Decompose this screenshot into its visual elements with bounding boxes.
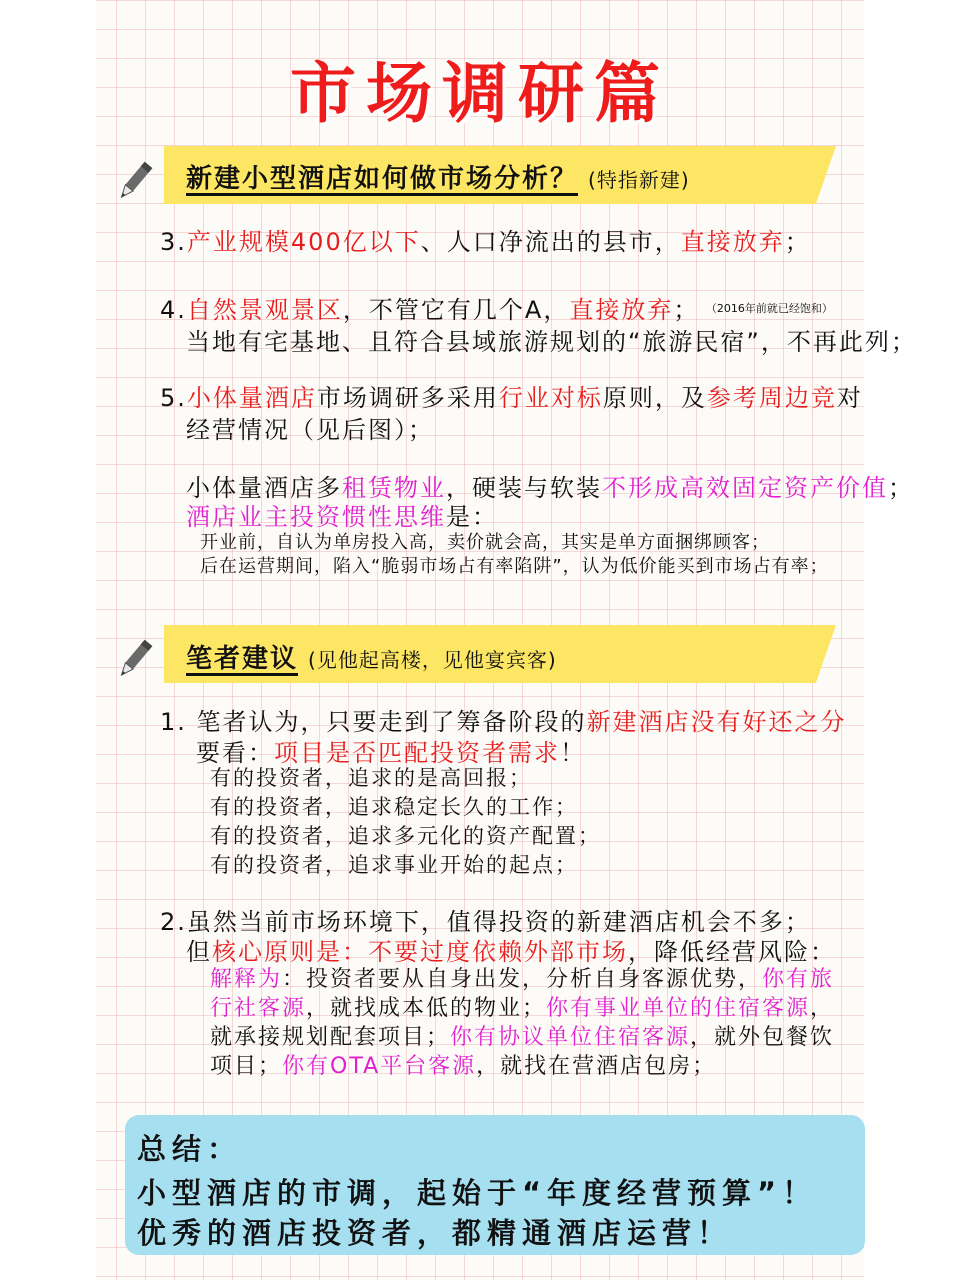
- advice-2-line5: [210, 1020, 834, 1051]
- advice-text: ，降低经营风险：: [628, 938, 836, 966]
- item-text: 对: [836, 384, 863, 412]
- highlight: 直接放弃: [680, 228, 785, 256]
- investor-type-4: 有的投资者，追求事业开始的起点；: [210, 853, 578, 877]
- item-number: 4.: [160, 296, 187, 324]
- advice-2-line4: [210, 991, 834, 1022]
- advice-text: ，就外包餐饮: [690, 1025, 835, 1050]
- highlight: 直接放弃: [569, 296, 674, 324]
- para-text: 小体量酒店多: [186, 474, 342, 502]
- section-heading-note: (特指新建): [588, 168, 690, 192]
- item-number: 3.: [160, 228, 187, 256]
- advice-text: 项目；: [210, 1054, 283, 1079]
- pencil-icon: [112, 636, 158, 682]
- item-text: 市场调研多采用: [316, 384, 499, 412]
- item-text: ，不管它有几个A，: [342, 296, 570, 324]
- highlight: 核心原则是：不要过度依赖外部市场: [212, 938, 628, 966]
- advice-2-line1: 2.虽然当前市场环境下，值得投资的新建酒店机会不多；: [160, 908, 811, 936]
- highlight: 行业对标: [498, 384, 603, 412]
- highlight: 酒店业主投资惯性思维: [186, 503, 446, 531]
- investor-type-3: 有的投资者，追求多元化的资产配置；: [210, 824, 601, 848]
- section-heading-note: (见他起高楼，见他宴宾客): [308, 648, 557, 672]
- highlight: 行社客源: [210, 996, 307, 1021]
- page-margin-right: [864, 0, 960, 1280]
- highlight: 项目是否匹配投资者需求: [274, 739, 560, 767]
- item-3: [160, 222, 811, 257]
- highlight: 解释为: [210, 967, 283, 992]
- summary-line-2: 优秀的酒店投资者，都精通酒店运营！: [137, 1216, 733, 1250]
- highlight: 参考周边竞: [706, 384, 837, 412]
- summary-box: [125, 1115, 865, 1255]
- advice-text: 要看：: [196, 739, 274, 767]
- item-text: 、人口净流出的县市，: [420, 228, 681, 256]
- advice-1-line1: [160, 702, 847, 737]
- page-title: 市场调研篇: [290, 55, 670, 132]
- advice-text: ，: [810, 996, 835, 1021]
- para-text: 是：: [446, 503, 498, 531]
- para-line-3: 开业前，自认为单房投入高，卖价就会高，其实是单方面捆绑顾客；: [200, 532, 770, 553]
- advice-text: 1. 笔者认为，只要走到了筹备阶段的: [160, 708, 587, 736]
- highlight: 新建酒店没有好还之分: [586, 708, 847, 736]
- highlight: 租赁物业: [342, 474, 446, 502]
- item-text: ；: [784, 228, 811, 256]
- section-heading-author-advice: [186, 638, 557, 675]
- page-margin-left: [0, 0, 96, 1280]
- small-note: （2016年前就已经饱和）: [711, 302, 833, 315]
- summary-label: 总结：: [137, 1132, 243, 1166]
- highlight: 你有事业单位的住宿客源: [546, 996, 811, 1021]
- advice-text: ，就找成本低的物业；: [306, 996, 547, 1021]
- advice-text: ！: [560, 739, 586, 767]
- para-line-4: 后在运营期间，陷入“脆弱市场占有率陷阱”，认为低价能买到市场占有率；: [200, 556, 829, 577]
- para-text: ，硬装与软装: [446, 474, 602, 502]
- advice-text: ：投资者要从自身出发，分析自身客源优势，: [282, 967, 763, 992]
- highlight: 不形成高效固定资产价值: [602, 474, 888, 502]
- highlight: 小体量酒店: [186, 384, 317, 412]
- highlight: 自然景观景区: [186, 296, 343, 324]
- advice-text: 但: [186, 938, 212, 966]
- para-text: ；: [888, 474, 914, 502]
- section-heading-text: 笔者建议: [186, 644, 299, 674]
- advice-text: ，就找在营酒店包房；: [476, 1054, 717, 1079]
- item-5-line2: 经营情况（见后图）；: [186, 416, 434, 444]
- section-heading-text: 新建小型酒店如何做市场分析？: [186, 164, 579, 194]
- pencil-icon: [112, 158, 158, 204]
- section-heading-market-analysis: [186, 158, 690, 195]
- item-5: [160, 378, 863, 413]
- item-4-line2: 当地有宅基地、且符合县域旅游规划的“旅游民宿”，不再此列；: [186, 328, 917, 356]
- para-line-2: [186, 497, 498, 532]
- advice-text: 就承接规划配套项目；: [210, 1025, 451, 1050]
- highlight: 你有旅: [762, 967, 835, 992]
- highlight: 产业规模400亿以下: [186, 228, 421, 256]
- summary-line-1: 小型酒店的市调，起始于“年度经营预算”！: [137, 1176, 818, 1210]
- item-text: 原则，及: [602, 384, 707, 412]
- investor-type-2: 有的投资者，追求稳定长久的工作；: [210, 795, 578, 819]
- advice-2-line3: [210, 962, 834, 993]
- advice-2-line6: [210, 1049, 716, 1080]
- investor-type-1: 有的投资者，追求的是高回报；: [210, 766, 532, 790]
- item-text: ；: [673, 296, 700, 324]
- item-4: [160, 290, 833, 325]
- highlight: 你有协议单位住宿客源: [450, 1025, 691, 1050]
- highlight: 你有OTA平台客源: [282, 1054, 477, 1079]
- item-number: 5.: [160, 384, 187, 412]
